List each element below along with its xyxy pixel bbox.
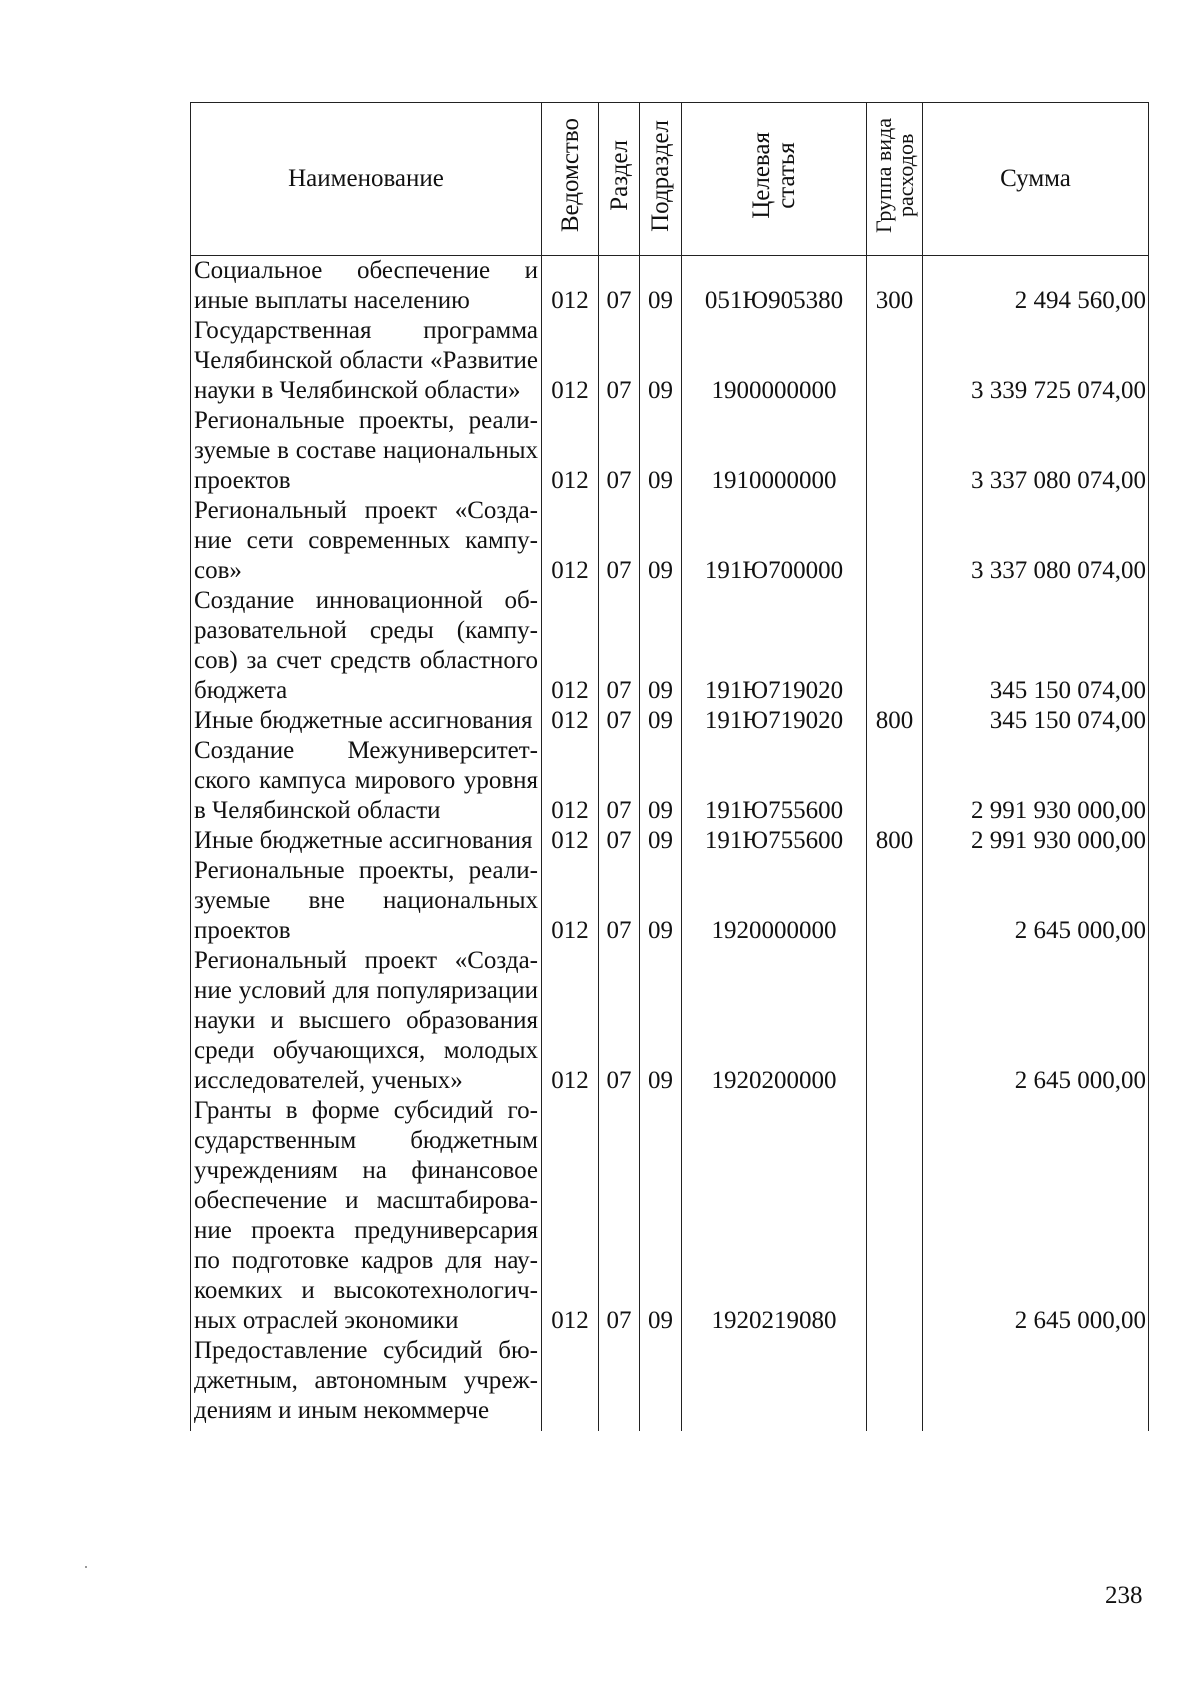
row-podrazdel: 09 bbox=[640, 856, 682, 946]
row-summa: 2 991 930 000,00 bbox=[923, 826, 1149, 856]
row-summa bbox=[923, 1336, 1149, 1431]
table-row bbox=[191, 316, 1149, 406]
row-summa: 2 494 560,00 bbox=[923, 256, 1149, 317]
row-gruppa bbox=[867, 316, 923, 406]
row-name: Создание Межуниверситетского кампуса мирового уровня в Челябинской области bbox=[191, 736, 542, 826]
header-summa: Сумма bbox=[923, 103, 1149, 256]
row-gruppa bbox=[867, 856, 923, 946]
header-podrazdel: Подраздел bbox=[640, 103, 682, 256]
row-vedomstvo: 012 bbox=[542, 496, 599, 586]
row-podrazdel: 09 bbox=[640, 586, 682, 706]
scan-artifact bbox=[85, 1566, 87, 1568]
row-podrazdel: 09 bbox=[640, 946, 682, 1096]
row-summa: 3 337 080 074,00 bbox=[923, 496, 1149, 586]
header-vedomstvo: Ведомство bbox=[542, 103, 599, 256]
row-name: Создание инновационной образовательной среды (кампусов) за счет средств областного бюджета bbox=[191, 586, 542, 706]
row-celevaya: 191Ю755600 bbox=[682, 736, 867, 826]
row-podrazdel: 09 bbox=[640, 1096, 682, 1336]
row-podrazdel bbox=[640, 1336, 682, 1431]
row-summa: 2 645 000,00 bbox=[923, 1096, 1149, 1336]
row-name: Иные бюджетные ассигнования bbox=[191, 706, 542, 736]
row-vedomstvo: 012 bbox=[542, 406, 599, 496]
row-gruppa bbox=[867, 946, 923, 1096]
row-name: Государственная программа Челябинской области «Развитие науки в Челябинской области» bbox=[191, 316, 542, 406]
row-gruppa bbox=[867, 736, 923, 826]
row-vedomstvo: 012 bbox=[542, 946, 599, 1096]
row-vedomstvo: 012 bbox=[542, 856, 599, 946]
table-row bbox=[191, 826, 1149, 856]
table-row bbox=[191, 496, 1149, 586]
row-podrazdel: 09 bbox=[640, 706, 682, 736]
row-razdel: 07 bbox=[599, 316, 640, 406]
row-summa: 3 337 080 074,00 bbox=[923, 406, 1149, 496]
row-razdel: 07 bbox=[599, 826, 640, 856]
row-gruppa bbox=[867, 586, 923, 706]
row-gruppa: 800 bbox=[867, 826, 923, 856]
row-razdel: 07 bbox=[599, 1096, 640, 1336]
row-vedomstvo: 012 bbox=[542, 826, 599, 856]
row-gruppa bbox=[867, 1096, 923, 1336]
header-gruppa: Группа вида расходов bbox=[867, 103, 923, 256]
row-celevaya: 1900000000 bbox=[682, 316, 867, 406]
row-celevaya: 1920200000 bbox=[682, 946, 867, 1096]
row-name: Региональный проект «Создание сети современных кампусов» bbox=[191, 496, 542, 586]
row-name: Иные бюджетные ассигнования bbox=[191, 826, 542, 856]
table-row bbox=[191, 406, 1149, 496]
row-celevaya: 051Ю905380 bbox=[682, 256, 867, 317]
row-celevaya: 1920219080 bbox=[682, 1096, 867, 1336]
row-vedomstvo: 012 bbox=[542, 1096, 599, 1336]
table-row bbox=[191, 256, 1149, 317]
row-razdel: 07 bbox=[599, 706, 640, 736]
row-vedomstvo: 012 bbox=[542, 706, 599, 736]
row-name: Гранты в форме субсидий государственным бюджетным учреждениям на финансовое обеспечение и масштабирование проекта предуниверсария по подготовке кадров для наукоемких и высокотехнологичных отраслей экономики bbox=[191, 1096, 542, 1336]
row-summa: 2 991 930 000,00 bbox=[923, 736, 1149, 826]
row-summa: 2 645 000,00 bbox=[923, 856, 1149, 946]
row-vedomstvo: 012 bbox=[542, 256, 599, 317]
row-celevaya bbox=[682, 1336, 867, 1431]
row-gruppa: 800 bbox=[867, 706, 923, 736]
header-celevaya: Целевая статья bbox=[682, 103, 867, 256]
table-row bbox=[191, 706, 1149, 736]
row-razdel: 07 bbox=[599, 736, 640, 826]
row-name: Предоставление субсидий бюджетным, автономным учреждениям и иным некоммерче bbox=[191, 1336, 542, 1431]
row-celevaya: 191Ю755600 bbox=[682, 826, 867, 856]
row-razdel: 07 bbox=[599, 856, 640, 946]
row-name: Региональный проект «Создание условий для популяризации науки и высшего образования среди обучающихся, молодых исследователей, ученых» bbox=[191, 946, 542, 1096]
row-podrazdel: 09 bbox=[640, 406, 682, 496]
table-row bbox=[191, 1096, 1149, 1336]
row-razdel bbox=[599, 1336, 640, 1431]
table-row bbox=[191, 946, 1149, 1096]
row-podrazdel: 09 bbox=[640, 736, 682, 826]
row-celevaya: 1920000000 bbox=[682, 856, 867, 946]
table-row bbox=[191, 586, 1149, 706]
row-razdel: 07 bbox=[599, 406, 640, 496]
row-vedomstvo: 012 bbox=[542, 316, 599, 406]
budget-table bbox=[190, 102, 1149, 1431]
row-podrazdel: 09 bbox=[640, 316, 682, 406]
table-row bbox=[191, 856, 1149, 946]
table-row bbox=[191, 1336, 1149, 1431]
row-podrazdel: 09 bbox=[640, 496, 682, 586]
header-name: Наименование bbox=[191, 103, 542, 256]
row-summa: 345 150 074,00 bbox=[923, 706, 1149, 736]
row-celevaya: 191Ю700000 bbox=[682, 496, 867, 586]
row-celevaya: 1910000000 bbox=[682, 406, 867, 496]
row-name: Региональные проекты, реализуемые в составе национальных проектов bbox=[191, 406, 542, 496]
row-razdel: 07 bbox=[599, 256, 640, 317]
row-gruppa bbox=[867, 406, 923, 496]
header-razdel: Раздел bbox=[599, 103, 640, 256]
row-summa: 345 150 074,00 bbox=[923, 586, 1149, 706]
row-podrazdel: 09 bbox=[640, 826, 682, 856]
row-razdel: 07 bbox=[599, 946, 640, 1096]
row-gruppa bbox=[867, 1336, 923, 1431]
row-vedomstvo: 012 bbox=[542, 586, 599, 706]
row-razdel: 07 bbox=[599, 586, 640, 706]
row-vedomstvo bbox=[542, 1336, 599, 1431]
row-gruppa: 300 bbox=[867, 256, 923, 317]
row-summa: 3 339 725 074,00 bbox=[923, 316, 1149, 406]
row-celevaya: 191Ю719020 bbox=[682, 586, 867, 706]
row-celevaya: 191Ю719020 bbox=[682, 706, 867, 736]
table-header-row bbox=[191, 103, 1149, 256]
row-podrazdel: 09 bbox=[640, 256, 682, 317]
row-gruppa bbox=[867, 496, 923, 586]
row-name: Региональные проекты, реализуемые вне национальных проектов bbox=[191, 856, 542, 946]
row-summa: 2 645 000,00 bbox=[923, 946, 1149, 1096]
row-vedomstvo: 012 bbox=[542, 736, 599, 826]
row-name: Социальное обеспечение и иные выплаты населению bbox=[191, 256, 542, 317]
row-razdel: 07 bbox=[599, 496, 640, 586]
page-number: 238 bbox=[1105, 1582, 1143, 1609]
table-row bbox=[191, 736, 1149, 826]
